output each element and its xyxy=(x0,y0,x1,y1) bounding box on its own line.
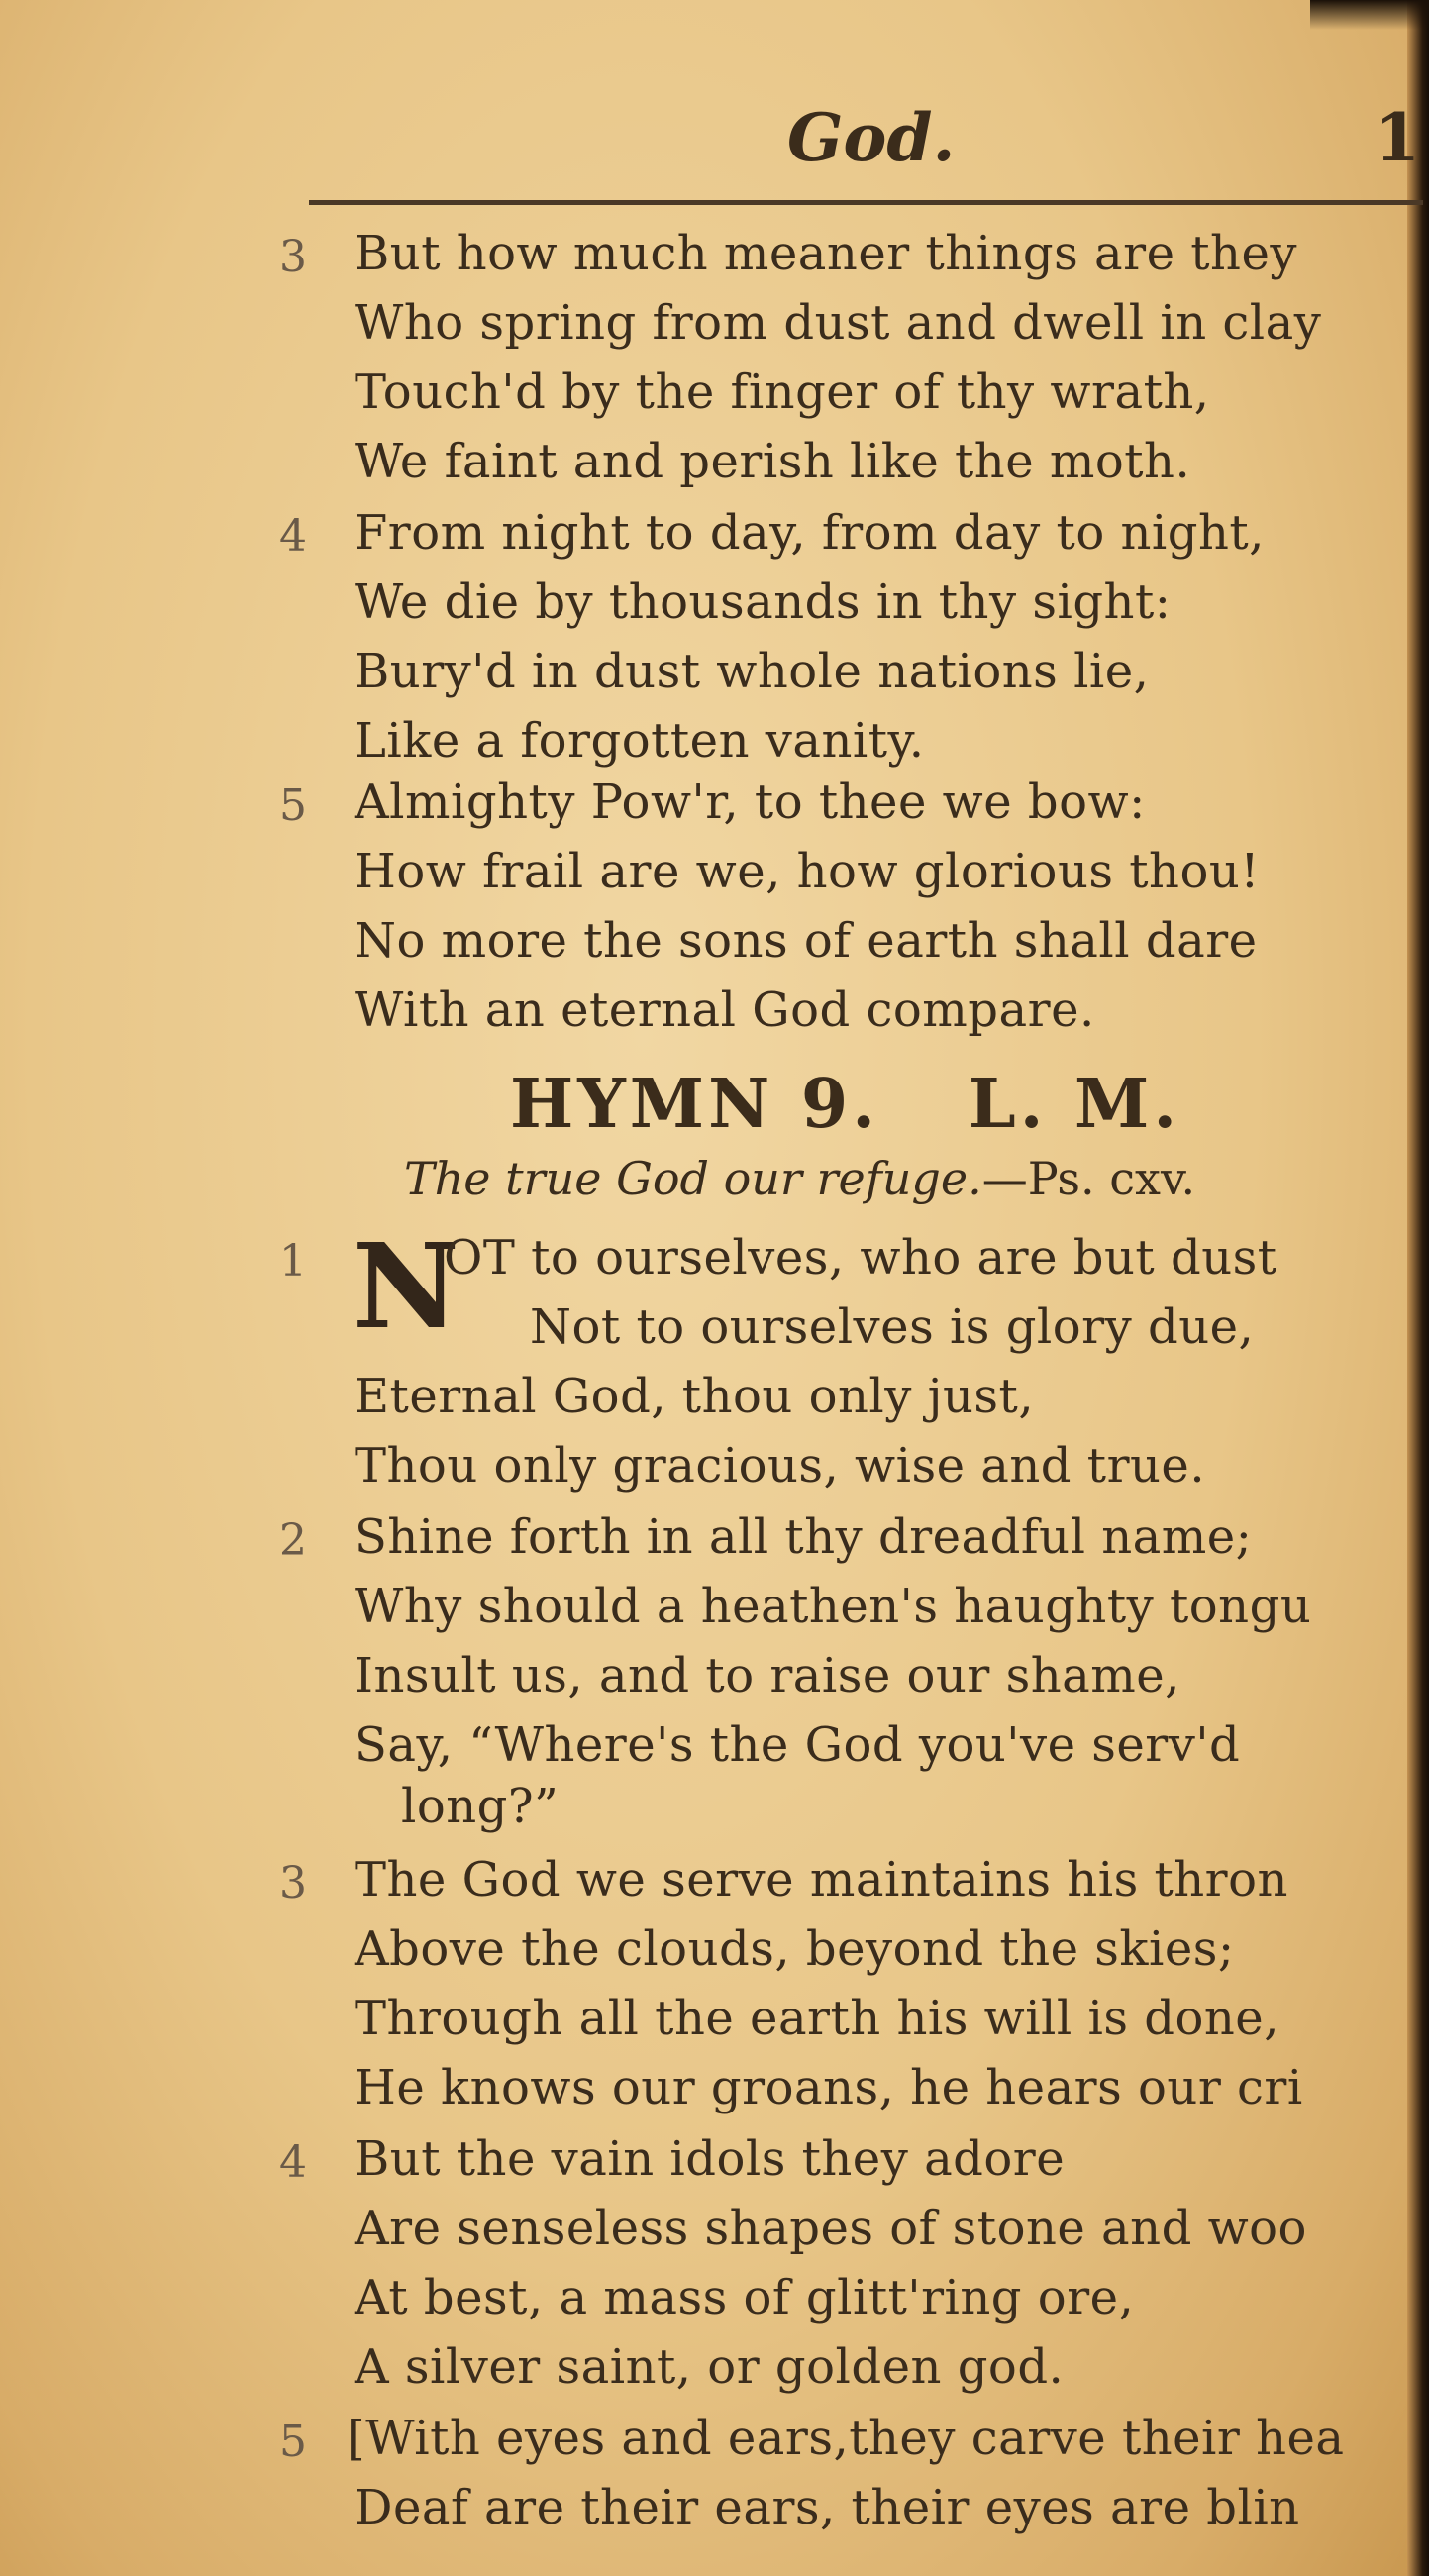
verse-line: The God we serve maintains his thron xyxy=(355,1852,1288,1907)
hymn-heading xyxy=(510,1065,1180,1144)
verse-line: OT to ourselves, who are but dust xyxy=(444,1230,1277,1286)
drop-cap: N xyxy=(353,1217,459,1355)
page-number: 1 xyxy=(1375,99,1420,176)
verse-line: Say, “Where's the God you've serv'd xyxy=(355,1717,1241,1773)
verse-number: 4 xyxy=(279,511,307,562)
verse-number: 4 xyxy=(279,2137,307,2188)
hymn-meter: L. M. xyxy=(968,1065,1180,1144)
verse-line: Deaf are their ears, their eyes are blin xyxy=(355,2480,1300,2535)
verse-line: [With eyes and ears,they carve their hea xyxy=(347,2411,1345,2466)
verse-line: Touch'd by the finger of thy wrath, xyxy=(355,364,1210,420)
verse-line: With an eternal God compare. xyxy=(355,982,1095,1038)
verse-line: Almighty Pow'r, to thee we bow: xyxy=(355,774,1146,830)
verse-line: Shine forth in all thy dreadful name; xyxy=(355,1509,1253,1565)
verse-number: 2 xyxy=(279,1515,307,1566)
verse-line: Insult us, and to raise our shame, xyxy=(355,1648,1180,1703)
verse-line: Bury'd in dust whole nations lie, xyxy=(355,644,1150,699)
verse-line: We die by thousands in thy sight: xyxy=(355,574,1172,630)
verse-number: 5 xyxy=(279,780,307,831)
verse-line: Thou only gracious, wise and true. xyxy=(355,1438,1206,1494)
verse-line: A silver saint, or golden god. xyxy=(355,2339,1065,2395)
verse-line: Why should a heathen's haughty tongu xyxy=(355,1579,1312,1634)
verse-line: But how much meaner things are they xyxy=(355,226,1297,281)
verse-line: How frail are we, how glorious thou! xyxy=(355,844,1261,899)
page-corner-shadow xyxy=(1310,0,1429,30)
verse-line: No more the sons of earth shall dare xyxy=(355,913,1258,969)
verse-number: 5 xyxy=(279,2417,307,2467)
verse-line: Are senseless shapes of stone and woo xyxy=(355,2201,1307,2256)
verse-line: At best, a mass of glitt'ring ore, xyxy=(355,2270,1135,2325)
verse-number: 3 xyxy=(279,1858,307,1908)
page-title: God. xyxy=(787,99,956,176)
verse-line: Not to ourselves is glory due, xyxy=(530,1299,1255,1355)
verse-line: But the vain idols they adore xyxy=(355,2131,1066,2187)
verse-line: Through all the earth his will is done, xyxy=(355,1991,1279,2046)
verse-line: Eternal God, thou only just, xyxy=(355,1369,1035,1424)
verse-line: Like a forgotten vanity. xyxy=(355,713,925,769)
verse-line: Above the clouds, beyond the skies; xyxy=(355,1921,1235,1977)
running-head xyxy=(0,99,1429,178)
verse-line: He knows our groans, he hears our cri xyxy=(355,2060,1303,2115)
hymn-subtitle-text: The true God our refuge. xyxy=(404,1152,982,1205)
verse-line: Who spring from dust and dwell in clay xyxy=(355,295,1322,351)
verse-line-continuation: long?” xyxy=(401,1779,560,1834)
header-rule xyxy=(309,200,1423,205)
page-edge xyxy=(1407,0,1429,2576)
hymn-number: HYMN 9. xyxy=(510,1065,879,1144)
hymn-scripture-ref: —Ps. cxv. xyxy=(981,1152,1196,1205)
verse-number: 1 xyxy=(279,1236,307,1287)
hymn-subtitle xyxy=(404,1152,1195,1205)
verse-line: We faint and perish like the moth. xyxy=(355,434,1191,489)
verse-line: From night to day, from day to night, xyxy=(355,505,1265,561)
verse-number: 3 xyxy=(279,232,307,282)
